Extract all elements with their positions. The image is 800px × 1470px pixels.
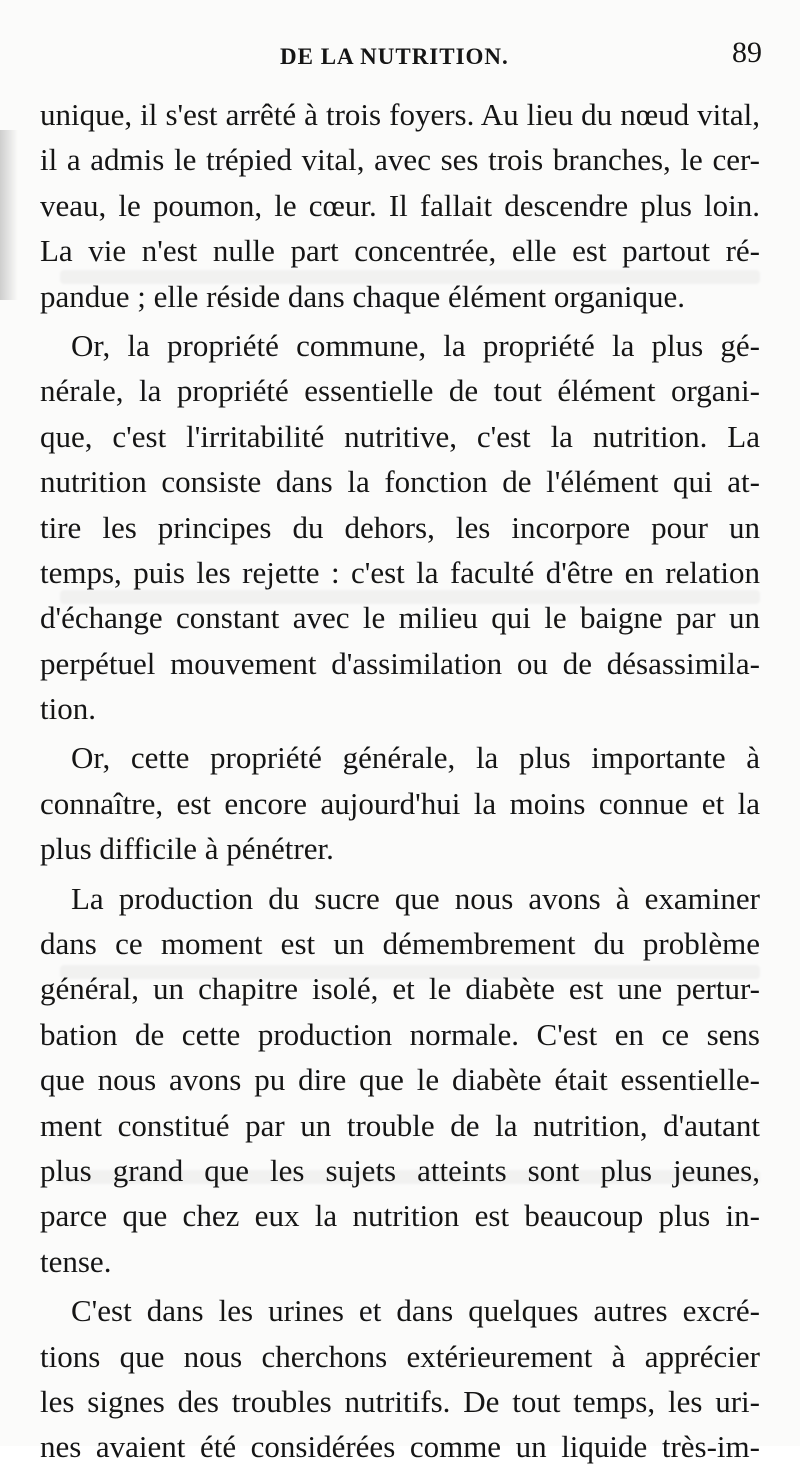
text-line: dans ce moment est un démembrement du problème <box>40 926 760 962</box>
text-line: Or, cette propriété générale, la plus importante à <box>71 740 760 776</box>
text-line: tions que nous cherchons extérieurement à apprécier <box>40 1338 760 1374</box>
paragraph <box>40 735 760 871</box>
text-line: nes avaient été considérées comme un liquide très-im- <box>40 1429 760 1465</box>
running-title: DE LA NUTRITION. <box>280 44 509 69</box>
text-line: nutrition consiste dans la fonction de l'élément qui at- <box>40 464 760 500</box>
page-header <box>0 36 800 76</box>
text-line: général, un chapitre isolé, et le diabète est une pertur- <box>40 971 760 1007</box>
text-line: bation de cette production normale. C'est en ce sens <box>40 1016 760 1052</box>
text-line: les signes des troubles nutritifs. De tout temps, les uri- <box>40 1383 760 1419</box>
text-line: tense. <box>40 1243 112 1279</box>
paragraph <box>40 323 760 732</box>
text-line: La vie n'est nulle part concentrée, elle est partout ré- <box>40 233 760 269</box>
text-line: La production du sucre que nous avons à examiner <box>71 880 760 916</box>
paragraph <box>40 876 760 1285</box>
text-line: que nous avons pu dire que le diabète était essentielle- <box>40 1062 760 1098</box>
text-line: unique, il s'est arrêté à trois foyers. Au lieu du nœud vital, <box>40 97 760 132</box>
text-line: tion. <box>40 691 96 727</box>
text-line: tire les principes du dehors, les incorpore pour un <box>40 509 760 545</box>
text-line: nérale, la propriété essentielle de tout élément organi- <box>40 373 760 409</box>
text-line: pandue ; elle réside dans chaque élément organique. <box>40 278 686 314</box>
text-line: plus grand que les sujets atteints sont plus jeunes, <box>40 1152 760 1188</box>
text-line: plus difficile à pénétrer. <box>40 831 334 867</box>
page-edge-shadow <box>0 130 18 300</box>
text-line: que, c'est l'irritabilité nutritive, c'est la nutrition. La <box>40 418 760 454</box>
paragraph <box>40 92 760 319</box>
text-line: veau, le poumon, le cœur. Il fallait descendre plus loin. <box>40 187 760 223</box>
text-line: perpétuel mouvement d'assimilation ou de désassimila- <box>40 645 760 681</box>
text-line: d'échange constant avec le milieu qui le baigne par un <box>40 600 760 636</box>
text-line: C'est dans les urines et dans quelques autres excré- <box>71 1293 760 1329</box>
text-line: connaître, est encore aujourd'hui la moins connue et la <box>40 785 760 821</box>
text-line: parce que chez eux la nutrition est beaucoup plus in- <box>40 1198 760 1234</box>
paragraph <box>40 1288 760 1470</box>
page-number: 89 <box>732 36 762 69</box>
text-line: ment constitué par un trouble de la nutrition, d'autant <box>40 1107 760 1143</box>
body-text <box>40 92 760 1470</box>
text-line: Or, la propriété commune, la propriété la plus gé- <box>71 327 760 363</box>
text-line: temps, puis les rejette : c'est la faculté d'être en relation <box>40 554 760 590</box>
text-line: il a admis le trépied vital, avec ses trois branches, le cer- <box>40 142 760 178</box>
